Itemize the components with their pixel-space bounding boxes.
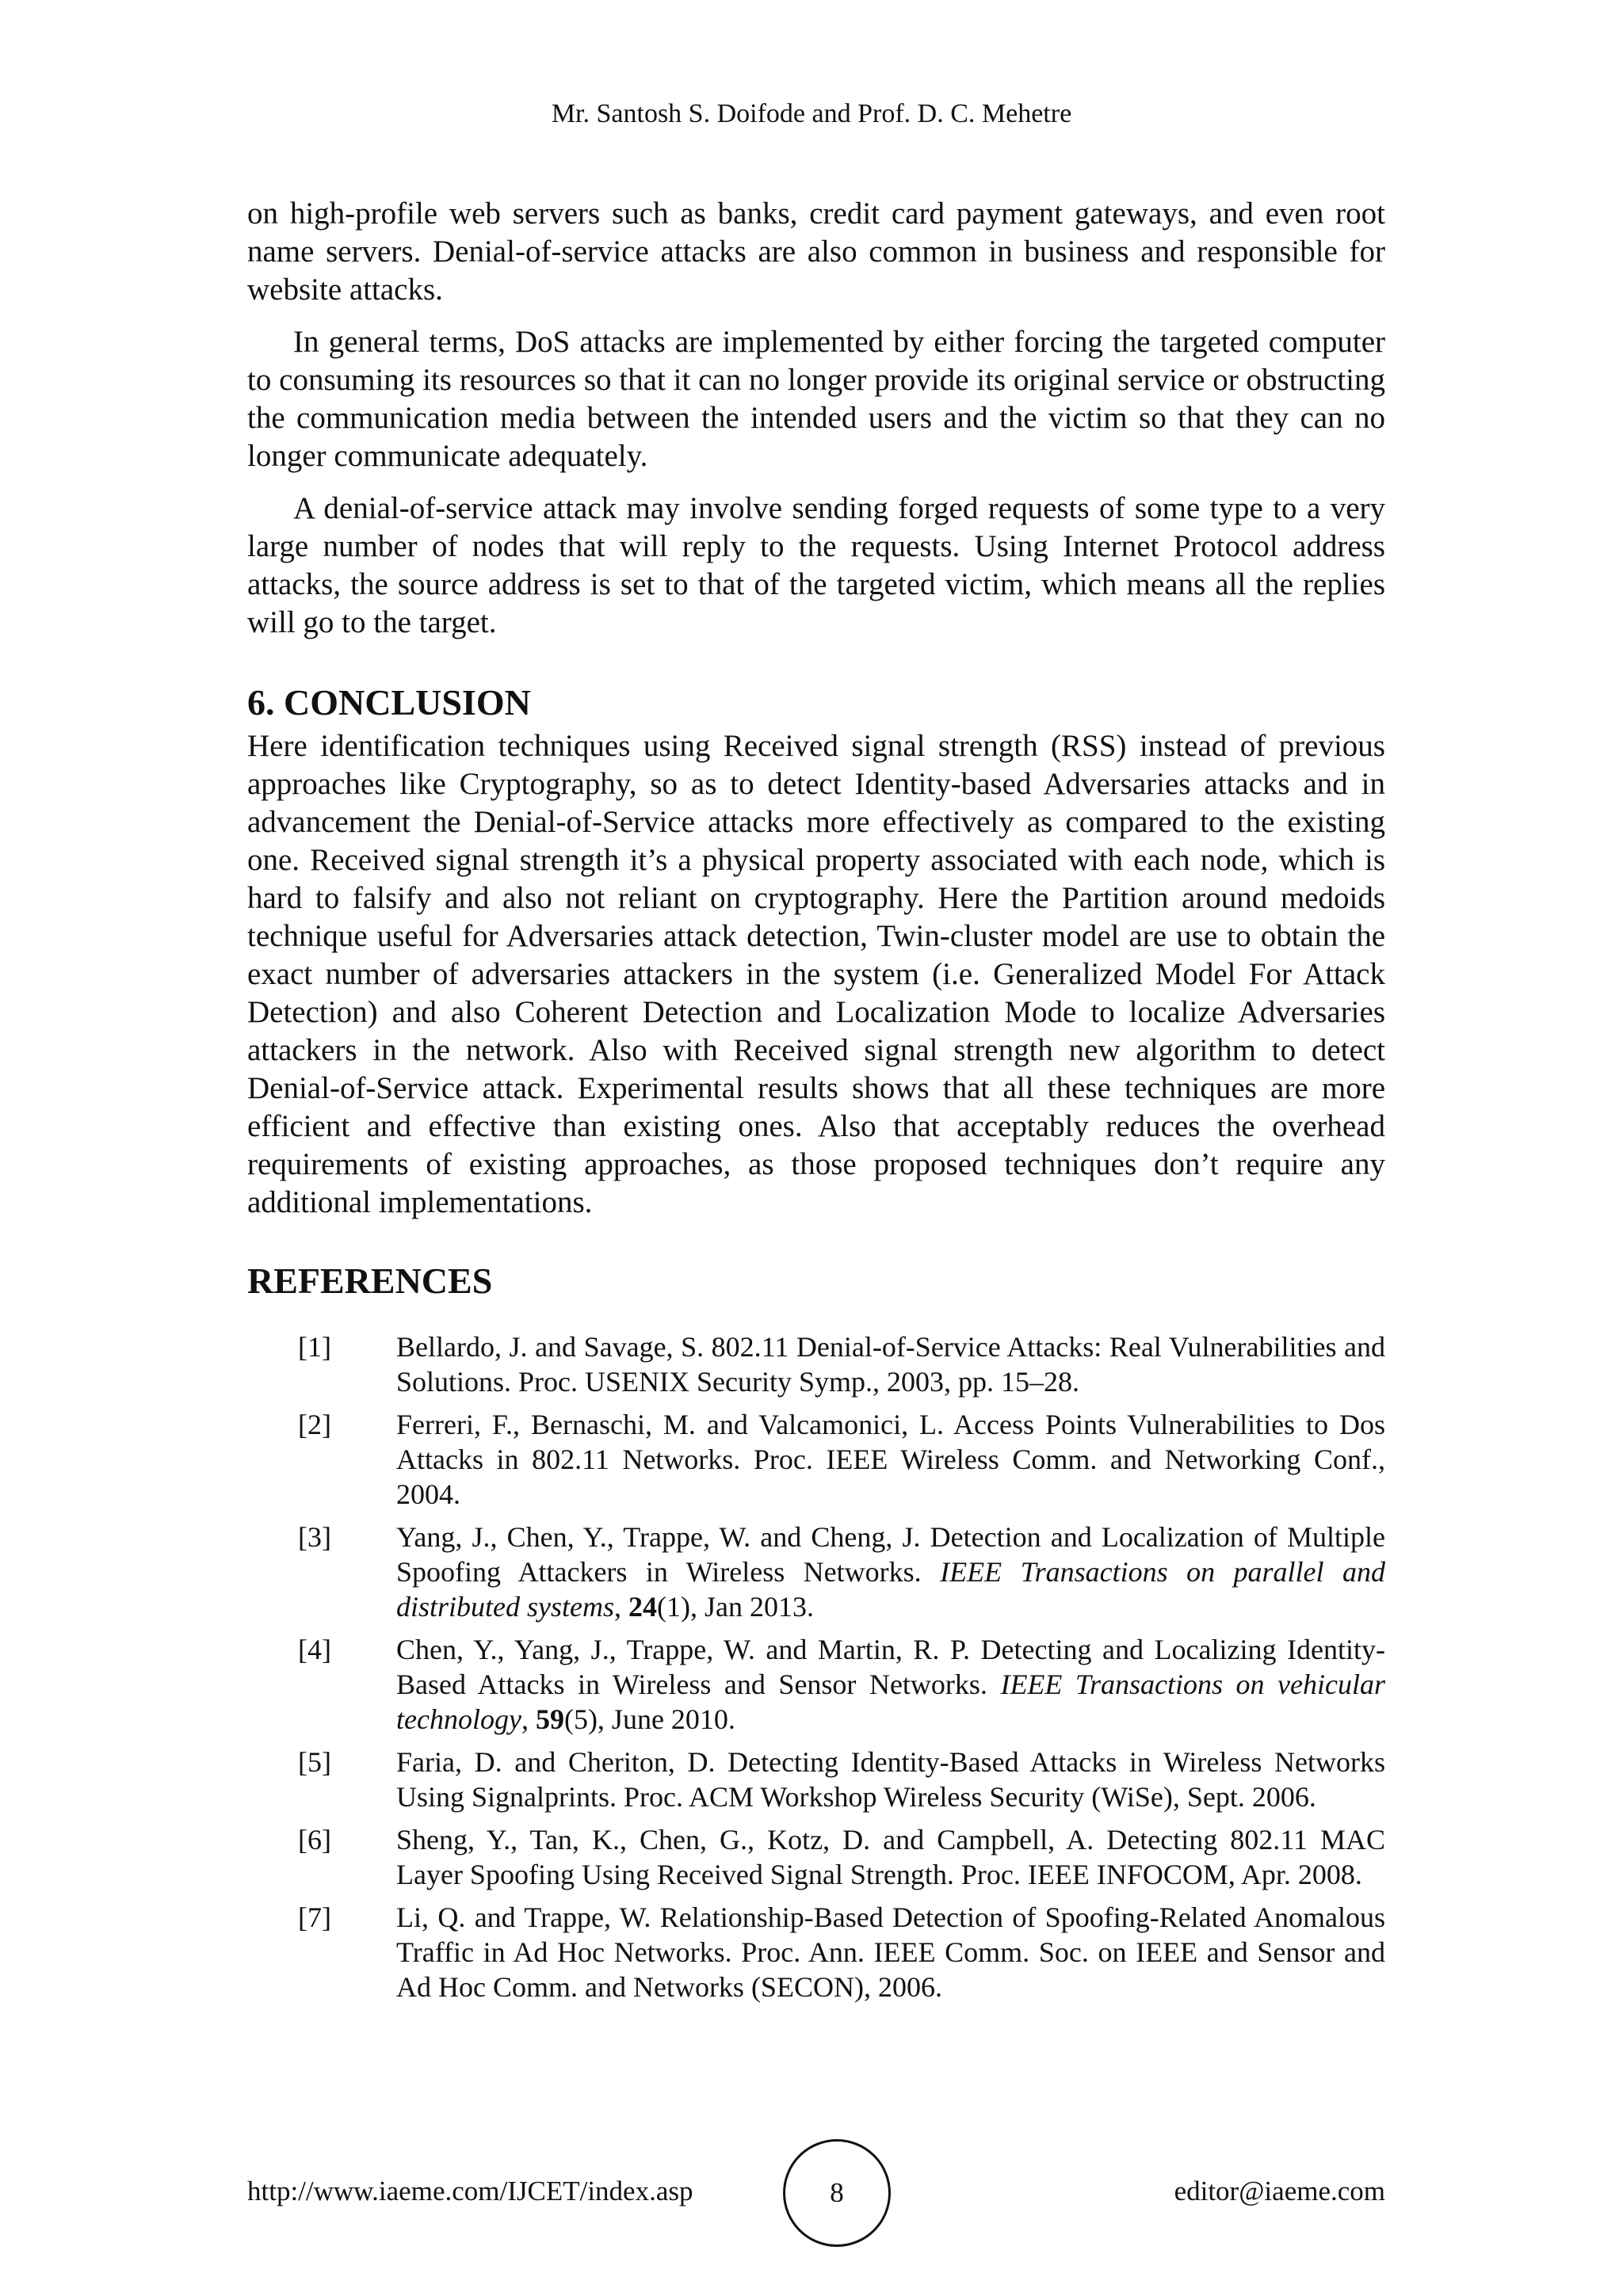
reference-item — [247, 1520, 1385, 1624]
reference-text: Sheng, Y., Tan, K., Chen, G., Kotz, D. and Campbell, A. Detecting 802.11 MAC Layer Spoofing Using Received Signal Strength. Proc. IEEE INFOCOM, Apr. 2008. — [396, 1824, 1385, 1890]
reference-text: Chen, Y., Yang, J., Trappe, W. and Martin, R. P. Detecting and Localizing Identity-Based Attacks in Wireless and Sensor Networks. — [396, 1634, 1385, 1700]
reference-issue-date: (1), Jan 2013. — [657, 1591, 814, 1623]
reference-number: [2] — [298, 1409, 331, 1440]
reference-number: [1] — [298, 1331, 331, 1363]
conclusion-paragraph: Here identification techniques using Received signal strength (RSS) instead of previous approaches like Cryptography, so as to detect Identity-based Adversaries attacks and in advancement the Denial-of-Service attacks more effectively as compared to the existing one. Received signal strength it’s a physical property associated with each node, which is hard to falsify and also not reliant on cryptography. Here the Partition around medoids technique useful for Adversaries attack detection, Twin-cluster model are use to obtain the exact number of adversaries attackers in the system (i.e. Generalized Model For Attack Detection) and also Coherent Detection and Localization Mode to localize Adversaries attackers in the network. Also with Received signal strength new algorithm to detect Denial-of-Service attack. Experimental results shows that all these techniques are more efficient and effective than existing ones. Also that acceptably reduces the overhead requirements of existing approaches, as those proposed techniques don’t require any additional implementations. — [247, 729, 1385, 1219]
reference-number: [4] — [298, 1634, 331, 1665]
body-paragraph-3: A denial-of-service attack may involve sending forged requests of some type to a very large number of nodes that will reply to the requests. Using Internet Protocol address attacks, the source address is set to that of the targeted victim, which means all the replies will go to the target. — [247, 491, 1385, 639]
reference-item — [247, 1632, 1385, 1737]
reference-separator: , — [521, 1703, 536, 1735]
reference-journal: IEEE Transactions on parallel and distributed systems — [396, 1556, 1386, 1623]
references-heading: REFERENCES — [247, 1261, 493, 1301]
reference-issue-date: (5), June 2010. — [563, 1703, 735, 1735]
body-paragraph-1: on high-profile web servers such as banks, credit card payment gateways, and even root name servers. Denial-of-service attacks are also common in business and responsible for website attacks. — [247, 196, 1385, 307]
running-head: Mr. Santosh S. Doifode and Prof. D. C. Mehetre — [551, 99, 1072, 128]
reference-item — [247, 1822, 1385, 1892]
reference-text: Li, Q. and Trappe, W. Relationship-Based Detection of Spoofing-Related Anomalous Traffic in Ad Hoc Networks. Proc. Ann. IEEE Comm. Soc. on IEEE and Sensor and Ad Hoc Comm. and Networks (SECON), 2006. — [396, 1901, 1385, 2003]
reference-text: Ferreri, F., Bernaschi, M. and Valcamonici, L. Access Points Vulnerabilities to Dos Attacks in 802.11 Networks. Proc. IEEE Wireless Comm. and Networking Conf., 2004. — [396, 1409, 1385, 1510]
reference-number: [7] — [298, 1901, 331, 1933]
reference-list — [247, 1329, 1385, 2004]
reference-volume: 59 — [535, 1703, 564, 1735]
reference-text: Faria, D. and Cheriton, D. Detecting Identity-Based Attacks in Wireless Networks Using Signalprints. Proc. ACM Workshop Wireless Security (WiSe), Sept. 2006. — [396, 1746, 1385, 1813]
reference-item — [247, 1329, 1385, 1399]
reference-text: Bellardo, J. and Savage, S. 802.11 Denial-of-Service Attacks: Real Vulnerabilities and Solutions. Proc. USENIX Security Symp., 2003, pp. 15–28. — [396, 1331, 1385, 1398]
body-paragraph-2: In general terms, DoS attacks are implemented by either forcing the targeted computer to consuming its resources so that it can no longer provide its original service or obstructing the communication media between the intended users and the victim so that they can no longer communicate adequately. — [247, 325, 1385, 473]
reference-item — [247, 1745, 1385, 1814]
reference-text: Yang, J., Chen, Y., Trappe, W. and Cheng, J. Detection and Localization of Multiple Spoofing Attackers in Wireless Networks. — [396, 1521, 1385, 1588]
page-content — [247, 195, 1385, 2012]
reference-number: [5] — [298, 1746, 331, 1778]
reference-number: [6] — [298, 1824, 331, 1855]
reference-item — [247, 1407, 1385, 1512]
page-footer — [247, 2139, 1385, 2250]
reference-number: [3] — [298, 1521, 331, 1553]
reference-volume: 24 — [628, 1591, 657, 1623]
footer-url-link[interactable]: http://www.iaeme.com/IJCET/index.asp — [247, 2176, 693, 2206]
reference-separator: , — [614, 1591, 628, 1623]
footer-email-link[interactable]: editor@iaeme.com — [1174, 2176, 1385, 2206]
reference-item — [247, 1900, 1385, 2004]
reference-journal: IEEE Transactions on vehicular technology — [396, 1669, 1385, 1735]
page-number-badge: 8 — [783, 2139, 891, 2247]
conclusion-heading: 6. CONCLUSION — [247, 682, 531, 723]
